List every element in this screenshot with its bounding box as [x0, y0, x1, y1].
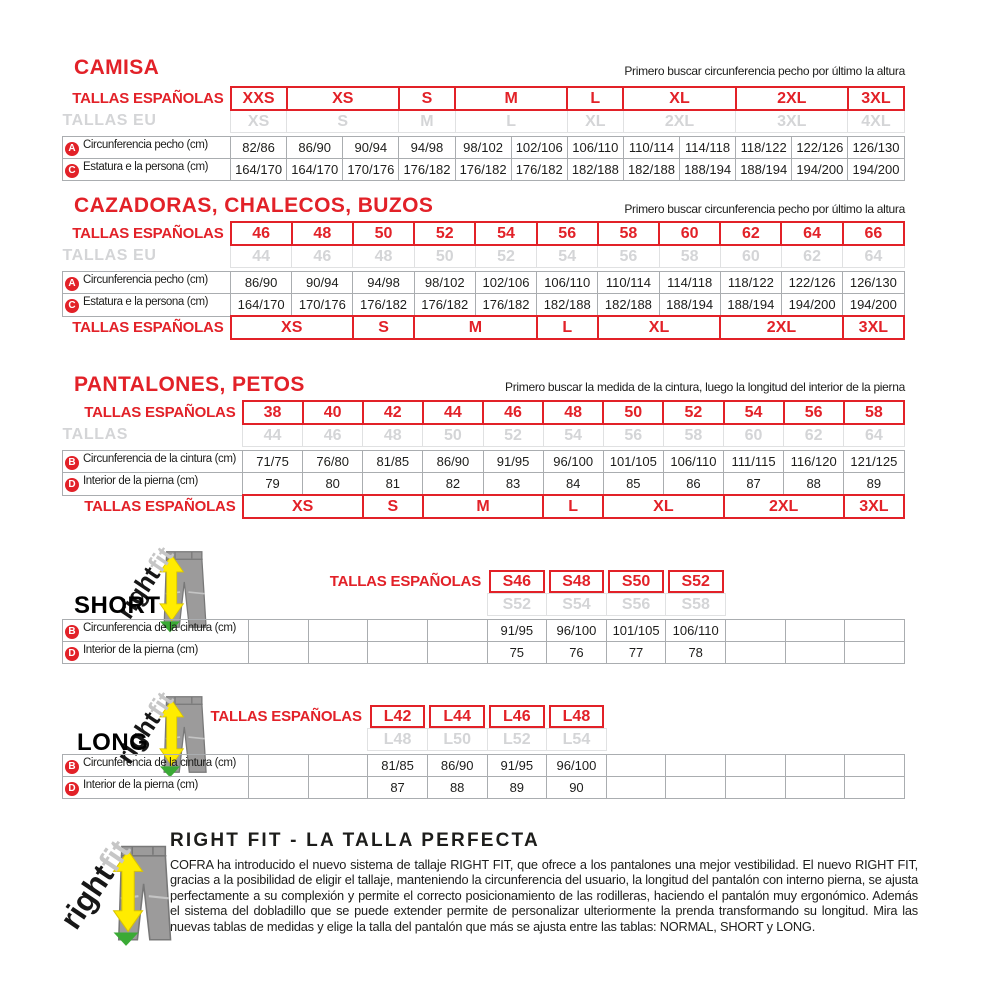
- section-cazadoras: [0, 194, 1000, 352]
- value-cell: 106/110: [666, 620, 726, 642]
- size-eu-cell: 56: [603, 424, 663, 447]
- value-cell: [845, 620, 905, 642]
- size-es-cell: S50: [606, 570, 666, 594]
- value-cell: 88: [427, 777, 487, 799]
- size-es-cell: 60: [659, 222, 720, 245]
- size-es-cell: 64: [781, 222, 842, 245]
- size-es-cell: L: [567, 87, 623, 110]
- long-es-label: TALLAS ESPAÑOLAS: [210, 708, 362, 726]
- value-cell: 110/114: [598, 272, 659, 294]
- value-cell: 188/194: [680, 159, 736, 181]
- measure-badge-d: D: [65, 478, 79, 492]
- value-cell: 188/194: [659, 294, 720, 317]
- size-eu-cell: 48: [363, 424, 423, 447]
- measure-label: [63, 272, 231, 294]
- size-eu-cell: 60: [720, 245, 781, 268]
- size-eu-cell: 64: [843, 245, 904, 268]
- section-title-camisa: CAMISA: [74, 56, 160, 79]
- measure-badge-a: A: [65, 142, 79, 156]
- size-eu-cell: L54: [547, 729, 607, 751]
- value-cell: 80: [303, 473, 363, 496]
- value-cell: [249, 755, 309, 777]
- measure-row: [63, 642, 905, 664]
- value-cell: [249, 777, 309, 799]
- value-cell: 87: [368, 777, 428, 799]
- measure-text: Circunferencia pecho (cm): [83, 139, 208, 151]
- size-eu-cell: L50: [427, 729, 487, 751]
- value-cell: [308, 777, 368, 799]
- size-es-cell: XL: [623, 87, 735, 110]
- value-cell: 170/176: [343, 159, 399, 181]
- value-cell: 182/188: [598, 294, 659, 317]
- size-eu-cell: S52: [487, 594, 547, 616]
- measure-badge-c: C: [65, 299, 79, 313]
- size-es-cell: L46: [487, 705, 547, 729]
- value-cell: 75: [487, 642, 547, 664]
- value-cell: 94/98: [399, 137, 455, 159]
- value-cell: 194/200: [781, 294, 842, 317]
- size-eu-cell: L48: [368, 729, 428, 751]
- value-cell: 77: [606, 642, 666, 664]
- value-cell: [726, 620, 786, 642]
- measure-badge-b: B: [65, 625, 79, 639]
- pantalones-bottom-label: TALLAS ESPAÑOLAS: [84, 498, 236, 516]
- size-es-cell: 46: [483, 401, 543, 424]
- size-es-cell: S48: [547, 570, 607, 594]
- measure-text: Interior de la pierna (cm): [83, 475, 198, 488]
- value-cell: 98/102: [455, 137, 511, 159]
- size-eu-cell: 46: [303, 424, 363, 447]
- size-es-cell: 58: [844, 401, 904, 424]
- value-cell: 170/176: [292, 294, 353, 317]
- measure-text: Interior de la pierna (cm): [83, 779, 198, 791]
- value-cell: 194/200: [848, 159, 904, 181]
- value-cell: 164/170: [287, 159, 343, 181]
- measure-badge-d: D: [65, 782, 79, 796]
- size-es-cell: 66: [843, 222, 904, 245]
- short-table: [62, 570, 905, 664]
- value-cell: [845, 642, 905, 664]
- measure-label: [63, 642, 249, 664]
- short-es-label: TALLAS ESPAÑOLAS: [329, 573, 481, 591]
- size-eu-cell: XL: [567, 110, 623, 133]
- size-eu-cell: 64: [844, 424, 904, 447]
- size-es-cell: 50: [353, 222, 414, 245]
- value-cell: [666, 777, 726, 799]
- value-cell: 85: [603, 473, 663, 496]
- value-cell: 188/194: [736, 159, 792, 181]
- size-eu-cell: 2XL: [623, 110, 735, 133]
- size-es-cell: M: [455, 87, 567, 110]
- value-cell: 126/130: [848, 137, 904, 159]
- size-eu-cell: 44: [243, 424, 303, 447]
- size-es-cell: S: [399, 87, 455, 110]
- section-note-cazadoras: Primero buscar circunferencia pecho por último la altura: [624, 202, 905, 216]
- value-cell: 82: [423, 473, 483, 496]
- section-rightfit: [0, 830, 1000, 980]
- value-cell: 91/95: [487, 620, 547, 642]
- measure-label: [63, 451, 243, 473]
- value-cell: 118/122: [736, 137, 792, 159]
- measure-text: Estatura e la persona (cm): [83, 161, 209, 173]
- value-cell: [308, 642, 368, 664]
- size-group-cell: M: [414, 316, 536, 339]
- measure-label: [63, 473, 243, 496]
- value-cell: [726, 642, 786, 664]
- measure-text: Circunferencia pecho (cm): [83, 274, 208, 286]
- camisa-es-label: TALLAS ESPAÑOLAS: [72, 90, 224, 107]
- value-cell: 176/182: [511, 159, 567, 181]
- section-pantalones: [0, 373, 1000, 531]
- section-title-cazadoras: CAZADORAS, CHALECOS, BUZOS: [74, 194, 434, 217]
- value-cell: [368, 620, 428, 642]
- measure-text: Interior de la pierna (cm): [83, 644, 198, 656]
- value-cell: 88: [784, 473, 844, 496]
- short-label: SHORT: [74, 592, 161, 619]
- measure-label: [63, 159, 231, 181]
- size-es-cell: XS: [287, 87, 399, 110]
- value-cell: 81/85: [363, 451, 423, 473]
- measure-text: Estatura e la persona (cm): [83, 296, 209, 309]
- value-cell: 122/126: [781, 272, 842, 294]
- value-cell: 118/122: [720, 272, 781, 294]
- value-cell: 182/188: [567, 159, 623, 181]
- value-cell: 106/110: [537, 272, 598, 294]
- size-group-cell: 3XL: [844, 495, 904, 518]
- size-group-cell: 2XL: [720, 316, 842, 339]
- measure-badge-b: B: [65, 456, 79, 470]
- value-cell: 96/100: [547, 620, 607, 642]
- value-cell: 101/105: [603, 451, 663, 473]
- rightfit-heading: RIGHT FIT - LA TALLA PERFECTA: [170, 830, 540, 851]
- value-cell: 176/182: [475, 294, 536, 317]
- size-es-cell: 48: [543, 401, 603, 424]
- size-es-cell: S46: [487, 570, 547, 594]
- size-group-cell: XL: [603, 495, 723, 518]
- pantalones-table: [62, 400, 905, 519]
- measure-text: Circunferencia de la cintura (cm): [83, 622, 236, 634]
- size-eu-cell: 44: [231, 245, 292, 268]
- value-cell: 81: [363, 473, 423, 496]
- value-cell: 86/90: [287, 137, 343, 159]
- size-eu-cell: S: [287, 110, 399, 133]
- size-es-cell: 3XL: [848, 87, 904, 110]
- size-es-cell: 40: [303, 401, 363, 424]
- value-cell: [308, 755, 368, 777]
- value-cell: 76: [547, 642, 607, 664]
- value-cell: [726, 755, 786, 777]
- size-group-cell: 3XL: [843, 316, 904, 339]
- pantalones-es-label: TALLAS ESPAÑOLAS: [84, 404, 236, 421]
- size-es-cell: 44: [423, 401, 483, 424]
- size-eu-cell: 58: [659, 245, 720, 268]
- value-cell: 106/110: [567, 137, 623, 159]
- value-cell: 194/200: [843, 294, 904, 317]
- value-cell: 89: [487, 777, 547, 799]
- value-cell: 102/106: [511, 137, 567, 159]
- value-cell: 81/85: [368, 755, 428, 777]
- size-es-cell: 56: [784, 401, 844, 424]
- value-cell: 182/188: [537, 294, 598, 317]
- measure-badge-d: D: [65, 647, 79, 661]
- value-cell: 71/75: [243, 451, 303, 473]
- value-cell: 126/130: [843, 272, 904, 294]
- value-cell: 111/115: [724, 451, 784, 473]
- size-eu-cell: 52: [475, 245, 536, 268]
- value-cell: [785, 755, 845, 777]
- size-group-cell: L: [543, 495, 603, 518]
- value-cell: 91/95: [483, 451, 543, 473]
- size-es-cell: L44: [427, 705, 487, 729]
- value-cell: 176/182: [455, 159, 511, 181]
- value-cell: [845, 777, 905, 799]
- value-cell: [368, 642, 428, 664]
- size-es-cell: 46: [231, 222, 292, 245]
- size-es-cell: 54: [724, 401, 784, 424]
- value-cell: 83: [483, 473, 543, 496]
- value-cell: [249, 642, 309, 664]
- value-cell: 102/106: [475, 272, 536, 294]
- section-long: [0, 683, 1000, 811]
- size-eu-cell: 4XL: [848, 110, 904, 133]
- value-cell: 176/182: [414, 294, 475, 317]
- size-es-cell: XXS: [231, 87, 287, 110]
- value-cell: 114/118: [680, 137, 736, 159]
- measure-row: [63, 777, 905, 799]
- measure-row: [63, 294, 905, 317]
- size-es-cell: 56: [537, 222, 598, 245]
- cazadoras-eu-label: TALLAS EU: [62, 247, 157, 265]
- value-cell: 76/80: [303, 451, 363, 473]
- measure-label: [63, 777, 249, 799]
- value-cell: [785, 777, 845, 799]
- value-cell: 114/118: [659, 272, 720, 294]
- cazadoras-bottom-label: TALLAS ESPAÑOLAS: [72, 319, 224, 337]
- value-cell: 122/126: [792, 137, 848, 159]
- size-eu-cell: S54: [547, 594, 607, 616]
- measure-row: [63, 451, 905, 473]
- value-cell: 89: [844, 473, 904, 496]
- size-group-cell: S: [363, 495, 423, 518]
- value-cell: [606, 755, 666, 777]
- measure-text: Circunferencia de la cintura (cm): [83, 757, 236, 769]
- value-cell: 164/170: [231, 294, 292, 317]
- measure-label: [63, 137, 231, 159]
- value-cell: [666, 755, 726, 777]
- value-cell: 79: [243, 473, 303, 496]
- size-eu-cell: 62: [784, 424, 844, 447]
- size-eu-cell: 58: [663, 424, 723, 447]
- value-cell: 110/114: [623, 137, 679, 159]
- size-eu-cell: 56: [598, 245, 659, 268]
- value-cell: [249, 620, 309, 642]
- measure-label: [63, 620, 249, 642]
- value-cell: 96/100: [547, 755, 607, 777]
- section-title-pantalones: PANTALONES, PETOS: [74, 373, 305, 396]
- measure-badge-c: C: [65, 164, 79, 178]
- size-eu-cell: 3XL: [736, 110, 848, 133]
- size-es-cell: L42: [368, 705, 428, 729]
- section-note-camisa: Primero buscar circunferencia pecho por último la altura: [624, 64, 905, 78]
- size-group-cell: L: [537, 316, 598, 339]
- value-cell: 182/188: [623, 159, 679, 181]
- size-es-cell: 50: [603, 401, 663, 424]
- size-eu-cell: 54: [543, 424, 603, 447]
- size-es-cell: 42: [363, 401, 423, 424]
- size-es-cell: 38: [243, 401, 303, 424]
- size-eu-cell: 54: [537, 245, 598, 268]
- camisa-eu-label: TALLAS EU: [62, 112, 157, 130]
- measure-row: [63, 755, 905, 777]
- measure-row: [63, 620, 905, 642]
- measure-row: [63, 473, 905, 496]
- value-cell: [726, 777, 786, 799]
- size-eu-cell: 46: [292, 245, 353, 268]
- size-eu-cell: L52: [487, 729, 547, 751]
- rightfit-logo: [74, 832, 178, 948]
- value-cell: 86/90: [423, 451, 483, 473]
- value-cell: 101/105: [606, 620, 666, 642]
- size-eu-cell: 62: [781, 245, 842, 268]
- size-es-cell: 52: [414, 222, 475, 245]
- camisa-table: [62, 86, 905, 181]
- section-short: [0, 548, 1000, 676]
- size-group-cell: XL: [598, 316, 720, 339]
- value-cell: 86: [663, 473, 723, 496]
- value-cell: 194/200: [792, 159, 848, 181]
- size-es-cell: L48: [547, 705, 607, 729]
- size-group-cell: 2XL: [724, 495, 844, 518]
- measure-label: [63, 294, 231, 317]
- size-eu-cell: 52: [483, 424, 543, 447]
- value-cell: [308, 620, 368, 642]
- value-cell: 96/100: [543, 451, 603, 473]
- value-cell: 98/102: [414, 272, 475, 294]
- value-cell: [606, 777, 666, 799]
- value-cell: 106/110: [663, 451, 723, 473]
- value-cell: [785, 642, 845, 664]
- long-label: LONG: [77, 729, 149, 756]
- size-eu-cell: 60: [724, 424, 784, 447]
- short-eu-label: [63, 594, 488, 616]
- size-es-cell: 52: [663, 401, 723, 424]
- size-group-cell: XS: [231, 316, 353, 339]
- long-eu-label: [63, 729, 368, 751]
- size-eu-cell: L: [455, 110, 567, 133]
- value-cell: 121/125: [844, 451, 904, 473]
- size-group-cell: M: [423, 495, 543, 518]
- measure-text: Circunferencia de la cintura (cm): [83, 453, 236, 465]
- value-cell: [427, 620, 487, 642]
- value-cell: 90/94: [292, 272, 353, 294]
- value-cell: 176/182: [399, 159, 455, 181]
- size-es-cell: 48: [292, 222, 353, 245]
- value-cell: 164/170: [231, 159, 287, 181]
- section-camisa: [0, 56, 1000, 194]
- measure-badge-b: B: [65, 760, 79, 774]
- value-cell: 116/120: [784, 451, 844, 473]
- long-table: [62, 705, 905, 799]
- value-cell: 86/90: [231, 272, 292, 294]
- value-cell: [785, 620, 845, 642]
- value-cell: 188/194: [720, 294, 781, 317]
- size-es-cell: 58: [598, 222, 659, 245]
- size-es-cell: S52: [666, 570, 726, 594]
- value-cell: 87: [724, 473, 784, 496]
- value-cell: 91/95: [487, 755, 547, 777]
- value-cell: [845, 755, 905, 777]
- section-note-pantalones: Primero buscar la medida de la cintura, luego la longitud del interior de la pierna: [504, 380, 905, 394]
- value-cell: 176/182: [353, 294, 414, 317]
- value-cell: 94/98: [353, 272, 414, 294]
- value-cell: 84: [543, 473, 603, 496]
- value-cell: [427, 642, 487, 664]
- size-es-cell: 54: [475, 222, 536, 245]
- size-eu-cell: S58: [666, 594, 726, 616]
- size-group-cell: XS: [243, 495, 363, 518]
- size-eu-cell: 50: [423, 424, 483, 447]
- measure-label: [63, 755, 249, 777]
- measure-row: [63, 137, 905, 159]
- cazadoras-es-label: TALLAS ESPAÑOLAS: [72, 225, 224, 242]
- cazadoras-table: [62, 221, 905, 340]
- size-es-cell: 2XL: [736, 87, 848, 110]
- measure-row: [63, 159, 905, 181]
- measure-row: [63, 272, 905, 294]
- size-eu-cell: 48: [353, 245, 414, 268]
- value-cell: 86/90: [427, 755, 487, 777]
- size-es-cell: 62: [720, 222, 781, 245]
- rightfit-paragraph: COFRA ha introducido el nuevo sistema de tallaje RIGHT FIT, que ofrece a los pantalones una mejor vestibilidad. El nuevo RIGHT FIT, gracias a la posibilidad de eligir el tallaje, manteniendo la circunferencia del usuario, la longitud del pantalón con interno pierna, se ajusta perfectamente a su complexión y permite el correcto posicionamiento de las rodilleras, haciendo el pantalón muy ergonómico. Además el sistema del dobladillo que se puede extender permite de personalizar ulteriormente la prenda transformando su longitud. Mira las nuevas tablas de medidas y elige la talla del pantalón que más se ajusta entre las tablas: NORMAL, SHORT y LONG.: [170, 857, 918, 934]
- measure-badge-a: A: [65, 277, 79, 291]
- value-cell: 78: [666, 642, 726, 664]
- size-group-cell: S: [353, 316, 414, 339]
- value-cell: 90: [547, 777, 607, 799]
- value-cell: 90/94: [343, 137, 399, 159]
- size-eu-cell: XS: [231, 110, 287, 133]
- value-cell: 82/86: [231, 137, 287, 159]
- size-eu-cell: 50: [414, 245, 475, 268]
- pantalones-eu-label: TALLAS: [62, 426, 129, 444]
- size-eu-cell: M: [399, 110, 455, 133]
- size-eu-cell: S56: [606, 594, 666, 616]
